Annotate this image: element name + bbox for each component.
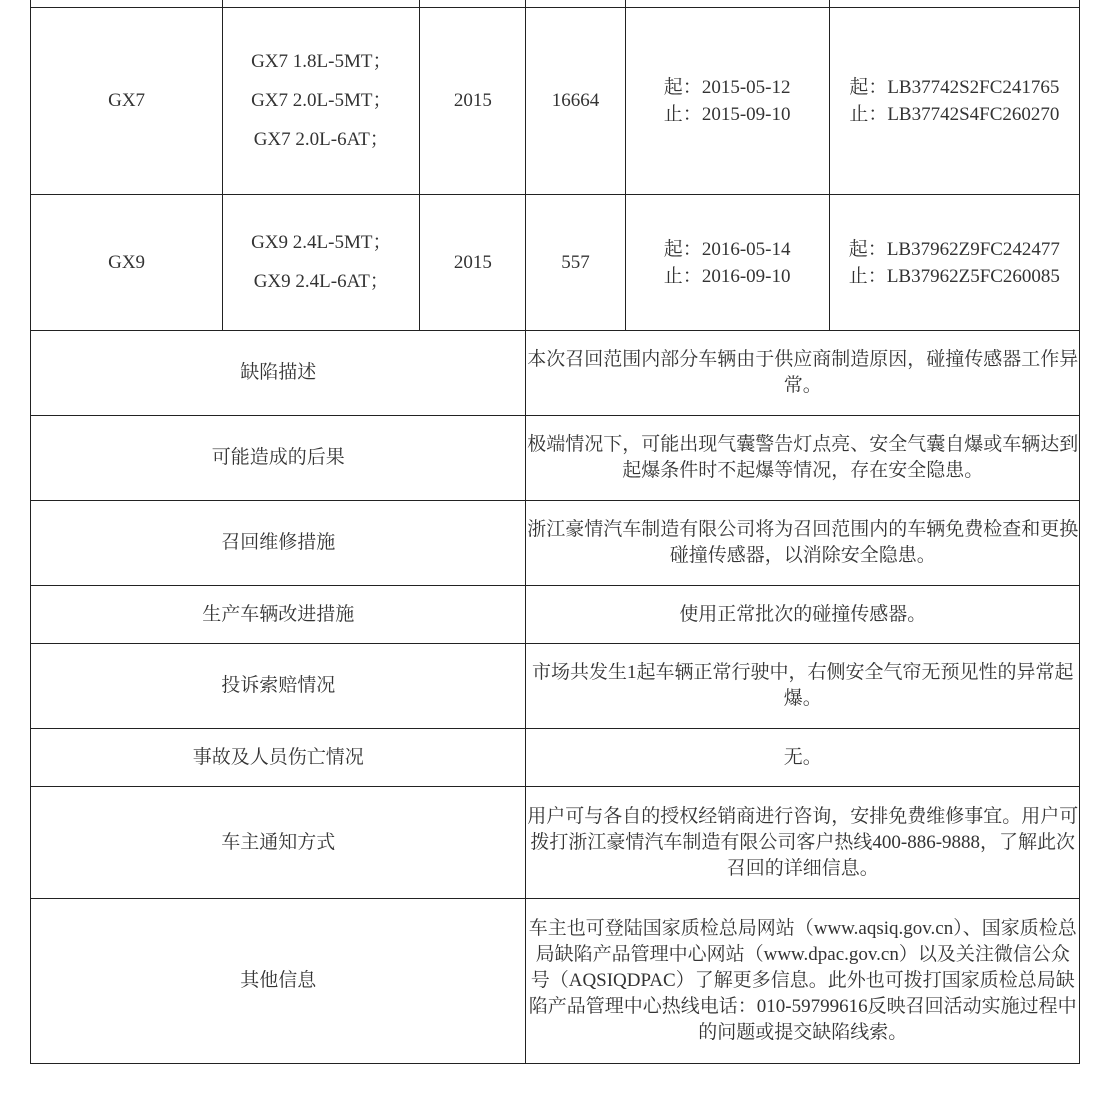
info-row-production-improvement — [31, 586, 1080, 644]
info-value: 车主也可登陆国家质检总局网站（www.aqsiq.gov.cn）、国家质检总局缺陷产品管理中心网站（www.dpac.gov.cn）以及关注微信公众号（AQSIQDPAC）了解更多信息。此外也可拨打国家质检总局缺陷产品管理中心热线电话：010-59799616反映召回活动实施过程中的问题或提交缺陷线索。 — [526, 899, 1080, 1064]
info-label: 可能造成的后果 — [31, 416, 526, 501]
table-cell — [420, 0, 526, 8]
vin-end-value: LB37742S4FC260270 — [887, 104, 1060, 125]
table-cell — [829, 0, 1079, 8]
info-value: 本次召回范围内部分车辆由于供应商制造原因，碰撞传感器工作异常。 — [526, 331, 1080, 416]
config-line: GX9 2.4L-5MT； — [251, 232, 392, 253]
date-start-label: 起： — [663, 238, 702, 260]
vin-start-value: LB37962Z9FC242477 — [886, 238, 1060, 260]
vin-range-cell — [829, 195, 1079, 331]
vin-end-value: LB37962Z5FC260085 — [886, 265, 1060, 287]
date-start-line — [626, 236, 829, 263]
info-label: 投诉索赔情况 — [31, 644, 526, 729]
table-cell — [526, 0, 625, 8]
info-value: 极端情况下，可能出现气囊警告灯点亮、安全气囊自爆或车辆达到起爆条件时不起爆等情况，存在安全隐患。 — [526, 416, 1080, 501]
date-end-value: 2016-09-10 — [701, 265, 791, 287]
info-value: 用户可与各自的授权经销商进行咨询，安排免费维修事宜。用户可拨打浙江豪情汽车制造有限公司客户热线400-886-9888，了解此次召回的详细信息。 — [526, 787, 1080, 899]
info-label: 缺陷描述 — [31, 331, 526, 416]
table-cell — [625, 0, 829, 8]
model-year-cell: 2015 — [420, 8, 526, 195]
info-label: 召回维修措施 — [31, 501, 526, 586]
info-row-defect-description — [31, 331, 1080, 416]
config-line: GX7 2.0L-6AT； — [253, 129, 389, 150]
info-row-repair-measures — [31, 501, 1080, 586]
date-start-value: 2015-05-12 — [701, 77, 791, 98]
vin-start-line — [830, 236, 1079, 263]
model-cell: GX7 — [31, 8, 223, 195]
date-end-label: 止： — [663, 104, 702, 125]
table-top-strip — [31, 0, 1080, 8]
date-end-value: 2015-09-10 — [701, 104, 791, 125]
date-start-line — [626, 74, 829, 101]
recall-info-table — [30, 0, 1080, 1064]
model-year-cell: 2015 — [420, 195, 526, 331]
config-line: GX7 1.8L-5MT； — [251, 51, 392, 72]
date-start-label: 起： — [663, 77, 702, 98]
info-label: 车主通知方式 — [31, 787, 526, 899]
info-row-other-information — [31, 899, 1080, 1064]
config-line: GX9 2.4L-6AT； — [253, 271, 389, 292]
table-cell — [31, 0, 223, 8]
quantity-cell: 557 — [526, 195, 625, 331]
info-value: 市场共发生1起车辆正常行驶中，右侧安全气帘无预见性的异常起爆。 — [526, 644, 1080, 729]
date-start-value: 2016-05-14 — [701, 238, 791, 260]
vin-end-line — [830, 101, 1079, 128]
config-cell — [223, 8, 420, 195]
vin-end-label: 止： — [849, 104, 888, 125]
table-cell — [223, 0, 420, 8]
model-cell: GX9 — [31, 195, 223, 331]
info-label: 事故及人员伤亡情况 — [31, 729, 526, 787]
info-row-accidents — [31, 729, 1080, 787]
vin-end-label: 止： — [848, 265, 887, 287]
info-row-consequences — [31, 416, 1080, 501]
date-end-line — [626, 101, 829, 128]
production-date-cell — [625, 8, 829, 195]
vin-end-line — [830, 263, 1079, 290]
info-row-owner-notification — [31, 787, 1080, 899]
info-label: 生产车辆改进措施 — [31, 586, 526, 644]
vehicle-row-gx7 — [31, 8, 1080, 195]
vin-start-label: 起： — [848, 238, 887, 260]
quantity-cell: 16664 — [526, 8, 625, 195]
vin-start-line — [830, 74, 1079, 101]
info-value: 浙江豪情汽车制造有限公司将为召回范围内的车辆免费检查和更换碰撞传感器，以消除安全隐患。 — [526, 501, 1080, 586]
date-end-label: 止： — [663, 265, 702, 287]
config-line: GX7 2.0L-5MT； — [251, 90, 392, 111]
info-value: 无。 — [526, 729, 1080, 787]
date-end-line — [626, 263, 829, 290]
vehicle-row-gx9 — [31, 195, 1080, 331]
config-cell — [223, 195, 420, 331]
vin-start-label: 起： — [849, 77, 888, 98]
info-value: 使用正常批次的碰撞传感器。 — [526, 586, 1080, 644]
vin-start-value: LB37742S2FC241765 — [887, 77, 1060, 98]
info-label: 其他信息 — [31, 899, 526, 1064]
production-date-cell — [625, 195, 829, 331]
info-row-complaints — [31, 644, 1080, 729]
vin-range-cell — [829, 8, 1079, 195]
